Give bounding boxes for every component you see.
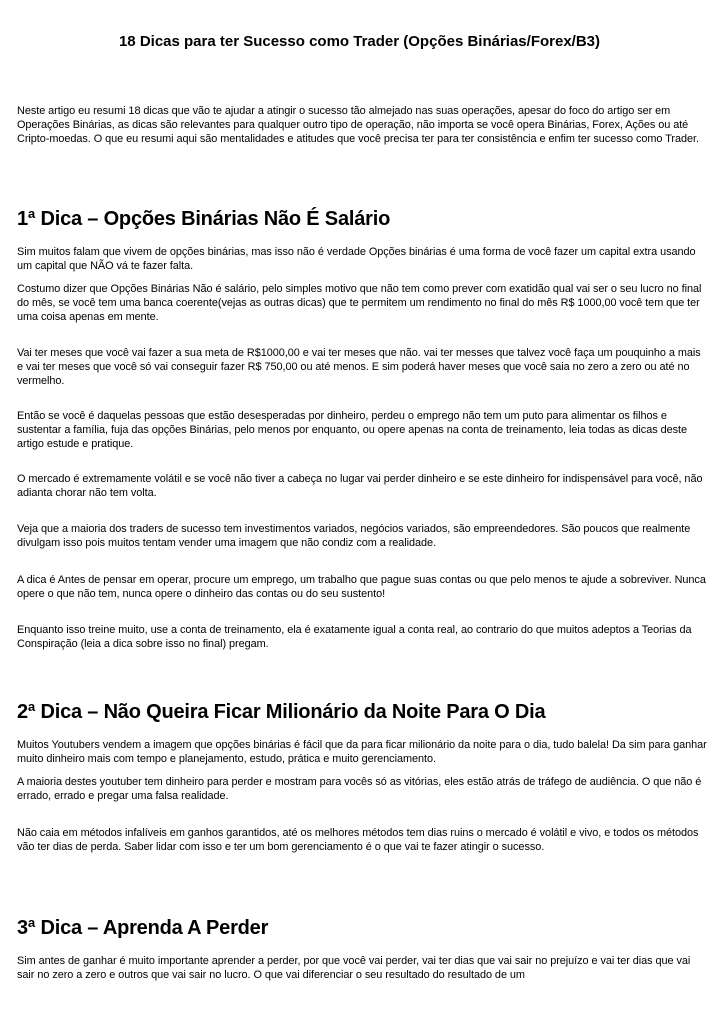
- section-2-paragraph-2: A maioria destes youtuber tem dinheiro para perder e mostram para vocês só as vitórias, eles estão atrás de tráfego de audiência. O que não é errado, errado e pregar uma falsa realidade.: [17, 776, 702, 803]
- section-1-paragraph-8: Enquanto isso treine muito, use a conta de treinamento, ela é exatamente igual a conta real, ao contrario do que muitos adeptos a Teorias da Conspiração (leia a dica sobre isso no final) pregam.: [17, 624, 692, 651]
- section-1-paragraph-1: Sim muitos falam que vivem de opções binárias, mas isso não é verdade Opções binárias é uma forma de você fazer um capital extra usando um capital que NÃO vá te fazer falta.: [17, 246, 696, 273]
- section-2-paragraph-1: Muitos Youtubers vendem a imagem que opções binárias é fácil que da para ficar milionário da noite para o dia, tudo balela! Da sim para ganhar muito dinheiro mais com tempo e planejamento, estudo, prática e muito gerenciamento.: [17, 739, 707, 766]
- intro-paragraph: Neste artigo eu resumi 18 dicas que vão te ajudar a atingir o sucesso tão almejado nas suas operações, apesar do foco do artigo ser em Operações Binárias, as dicas são relevantes para qualquer outro tipo de operação, não importa se você opera Binárias, Forex, Ações ou até Cripto-moedas. O que eu resumi aqui são mentalidades e atitudes que você precisa ter para ter consistência e enfim ter sucesso como Trader.: [17, 105, 699, 146]
- section-3-paragraph-1: Sim antes de ganhar é muito importante aprender a perder, por que você vai perder, vai ter dias que vai sair no prejuízo e vai ter dias que vai sair no zero a zero e outros que vai sair no lucro. O que vai diferenciar o seu resultado do resultado de um: [17, 955, 691, 982]
- section-1-paragraph-3: Vai ter meses que você vai fazer a sua meta de R$1000,00 e vai ter meses que não. vai ter messes que talvez você faça um pouquinho a mais e vai ter meses que você só vai conseguir fazer R$ 750,00 ou até menos. E sim poderá haver meses que você saia no zero a zero ou até no vermelho.: [17, 347, 701, 388]
- document-title: 18 Dicas para ter Sucesso como Trader (Opções Binárias/Forex/B3): [118, 33, 601, 50]
- section-1-paragraph-4: Então se você é daquelas pessoas que estão desesperadas por dinheiro, perdeu o emprego não tem um puto para alimentar os filhos e sustentar a família, fuja das opções Binárias, pelo menos por enquanto, ou opere apenas na conta de treinamento, leia todas as dicas deste artigo estude e pratique.: [17, 410, 687, 451]
- section-3-heading: 3ª Dica – Aprenda A Perder: [17, 917, 269, 939]
- section-1-paragraph-7: A dica é Antes de pensar em operar, procure um emprego, um trabalho que pague suas contas ou que pelo menos te ajude a sobreviver. Nunca opere o que não tem, nunca opere o dinheiro das contas ou do seu sustento!: [17, 574, 706, 601]
- section-1-heading: 1ª Dica – Opções Binárias Não É Salário: [17, 208, 391, 230]
- section-1-paragraph-2: Costumo dizer que Opções Binárias Não é salário, pelo simples motivo que não tem como prever com exatidão qual vai ser o seu lucro no final do mês, se você tem uma banca coerente(vejas as outras dicas) que te permitem um rendimento no final do mês R$ 1000,00 você tem que ter uma coisa apenas em mente.: [17, 283, 702, 324]
- section-2-paragraph-3: Não caia em métodos infalíveis em ganhos garantidos, até os melhores métodos tem dias ruins o mercado é volátil e vivo, e todos os métodos vão ter dias de perda. Saber lidar com isso e ter um bom gerenciamento é o que vai te fazer atingir o sucesso.: [17, 827, 699, 854]
- section-1-paragraph-5: O mercado é extremamente volátil e se você não tiver a cabeça no lugar vai perder dinheiro e se este dinheiro for indispensável para você, não adianta chorar não tem volta.: [17, 473, 703, 500]
- section-1-paragraph-6: Veja que a maioria dos traders de sucesso tem investimentos variados, negócios variados, são empreendedores. São poucos que realmente divulgam isso pois muitos tentam vender uma imagem que não condiz com a realidade.: [17, 523, 691, 550]
- section-2-heading: 2ª Dica – Não Queira Ficar Milionário da Noite Para O Dia: [17, 701, 546, 723]
